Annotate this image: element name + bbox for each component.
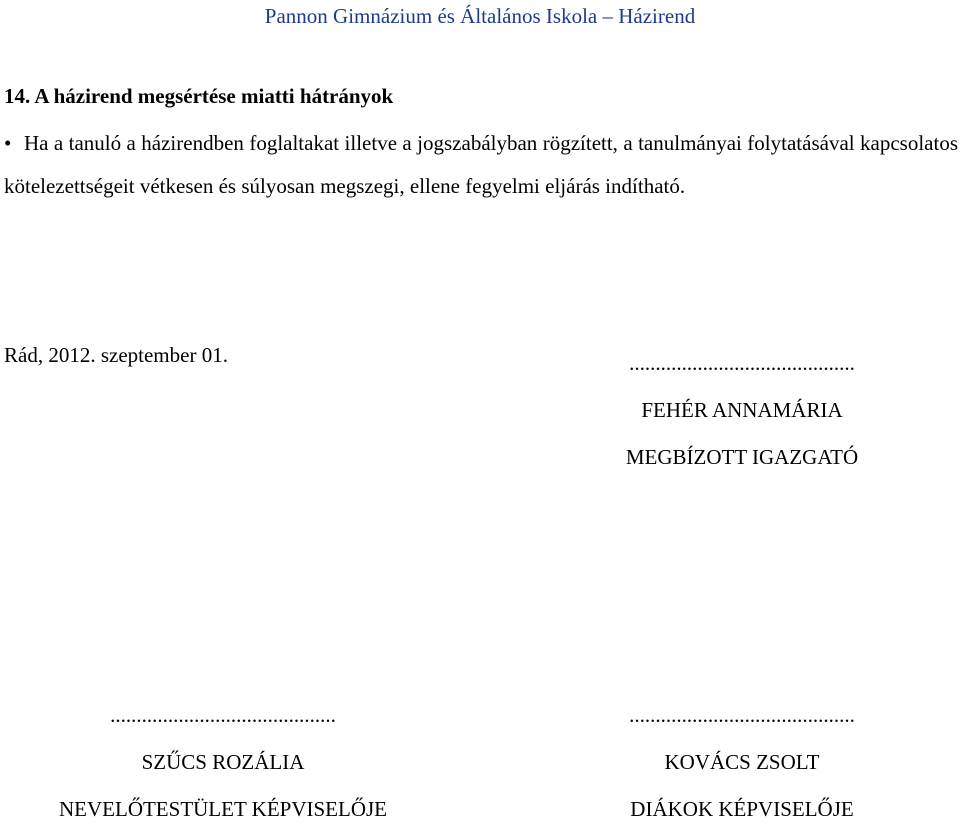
- signature-line: ...........................................: [110, 703, 336, 727]
- signature-line: ...........................................: [629, 703, 855, 727]
- signature-block-principal: [572, 340, 912, 481]
- page-header: Pannon Gimnázium és Általános Iskola – Házirend: [264, 4, 696, 28]
- signatory-name: FEHÉR ANNAMÁRIA: [641, 398, 843, 422]
- signature-line: ...........................................: [629, 351, 855, 375]
- section-title: 14. A házirend megsértése miatti hátrányok: [4, 84, 394, 108]
- signatory-name: SZŰCS ROZÁLIA: [141, 750, 305, 774]
- signature-block-students: [572, 692, 912, 833]
- bullet-icon: •: [4, 131, 12, 155]
- place-date: Rád, 2012. szeptember 01.: [4, 343, 228, 367]
- signatory-role: NEVELŐTESTÜLET KÉPVISELŐJE: [59, 797, 387, 821]
- signatory-role: DIÁKOK KÉPVISELŐJE: [630, 797, 854, 821]
- signatory-name: KOVÁCS ZSOLT: [664, 750, 820, 774]
- signature-block-staff: [0, 692, 446, 833]
- bullet-text: Ha a tanuló a házirendben foglaltakat illetve a jogszabályban rögzített, a tanulmányai folytatásával kapcsolatos kötelezettségeit vétkesen és súlyosan megszegi, ellene fegyelmi eljárás indítható.: [4, 131, 958, 198]
- bullet-paragraph: [4, 122, 958, 208]
- signatory-role: MEGBÍZOTT IGAZGATÓ: [625, 445, 859, 469]
